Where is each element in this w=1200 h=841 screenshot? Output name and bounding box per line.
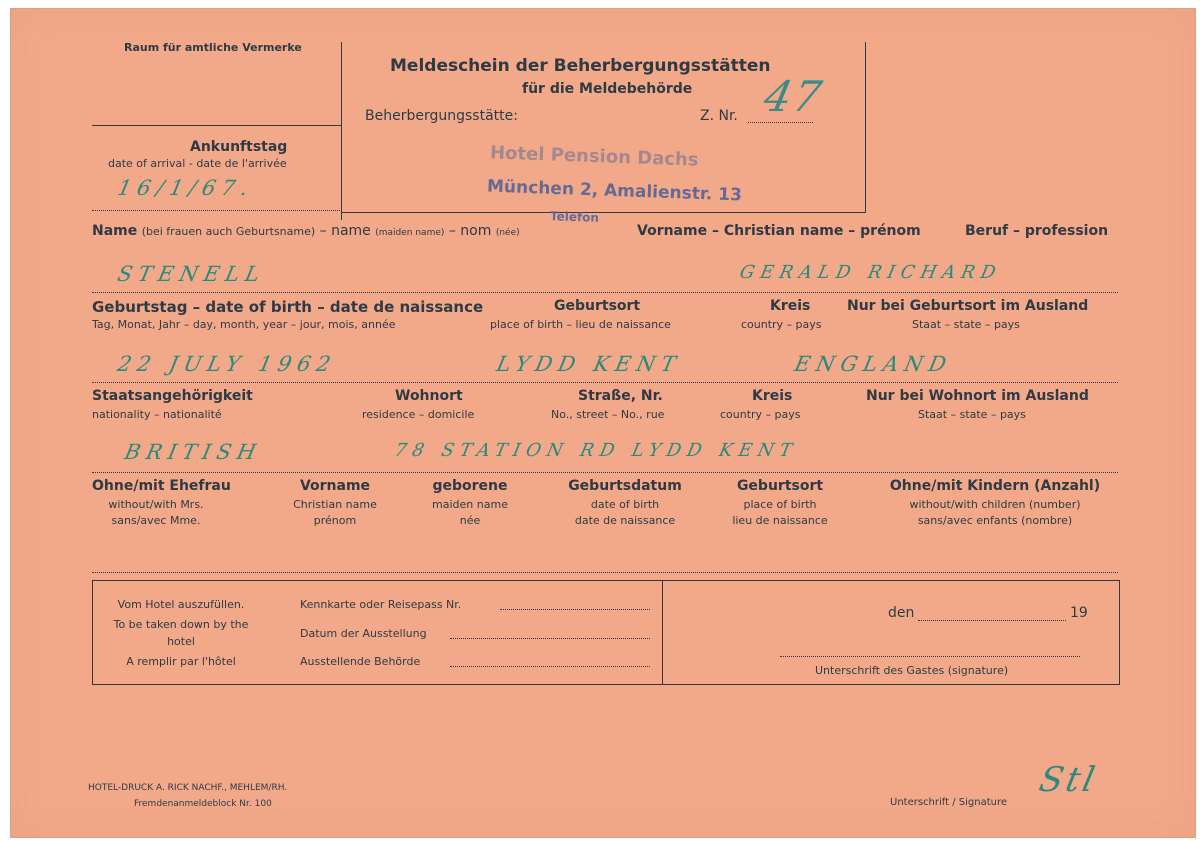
res-abroad-label: Nur bei Wohnort im Ausland xyxy=(866,388,1089,404)
firstname-label: Vorname – Christian name – prénom xyxy=(637,223,921,239)
name-label: Name xyxy=(92,223,138,239)
hotel-stamp-line1: Hotel Pension Dachs xyxy=(489,142,699,171)
name-note: (bei frauen auch Geburtsname) xyxy=(141,225,316,238)
birthplace-label: Geburtsort xyxy=(554,298,641,314)
name-row xyxy=(92,223,520,239)
surname-value: STENELL xyxy=(115,262,268,286)
hotel-stamp-line3: Telefon xyxy=(549,209,600,225)
children-sub2: sans/avec enfants (nombre) xyxy=(917,514,1073,527)
name-en: – name xyxy=(319,223,371,239)
spouse-line xyxy=(92,572,1118,573)
nationality-value: BRITISH xyxy=(122,440,265,464)
hotel-instruction-en2: hotel xyxy=(167,635,195,648)
residence-label: Wohnort xyxy=(395,388,463,404)
spouse-sub2: sans/avec Mme. xyxy=(111,514,201,527)
official-notes-label: Raum für amtliche Vermerke xyxy=(124,41,302,54)
registration-form xyxy=(10,8,1196,838)
divider xyxy=(342,212,866,213)
name-line xyxy=(92,292,1118,293)
passport-label: Kennkarte oder Reisepass Nr. xyxy=(300,598,462,611)
spouse-birthplace-label: Geburtsort xyxy=(736,478,824,494)
spouse-label: Ohne/mit Ehefrau xyxy=(92,478,231,494)
signature-label: Unterschrift / Signature xyxy=(890,797,1008,808)
birth-kreis-label: Kreis xyxy=(770,298,811,314)
address-value: 78 STATION RD LYDD KENT xyxy=(392,440,800,461)
residence-sublabel: residence – domicile xyxy=(362,408,475,421)
spouse-birthdate-sub1: date of birth xyxy=(590,498,660,511)
den-line xyxy=(918,620,1066,621)
res-abroad-sublabel: Staat – state – pays xyxy=(918,408,1026,421)
guest-signature-line xyxy=(780,656,1080,657)
passport-line xyxy=(500,609,650,610)
spouse-birthplace-sub1: place of birth xyxy=(743,498,817,511)
hotel-instruction-de: Vom Hotel auszufüllen. xyxy=(117,598,245,611)
nationality-label: Staatsangehörigkeit xyxy=(92,388,253,404)
hotel-instruction-fr: A remplir par l'hôtel xyxy=(126,655,236,668)
establishment-label: Beherbergungsstätte: xyxy=(365,108,518,124)
spouse-sub1: without/with Mrs. xyxy=(108,498,204,511)
spouse-birthplace-sub2: lieu de naissance xyxy=(732,514,828,527)
birth-abroad-sublabel: Staat – state – pays xyxy=(912,318,1020,331)
birth-kreis-sublabel: country – pays xyxy=(741,318,822,331)
birthdate-sublabel: Tag, Monat, Jahr – day, month, year – jour, mois, année xyxy=(92,318,396,331)
maiden-sub1: maiden name xyxy=(432,498,508,511)
spouse-firstname-sub2: prénom xyxy=(313,514,357,527)
birthplace-value: LYDD KENT xyxy=(494,352,684,376)
birth-abroad-label: Nur bei Geburtsort im Ausland xyxy=(847,298,1089,314)
number-label: Z. Nr. xyxy=(700,108,738,124)
children-label: Ohne/mit Kindern (Anzahl) xyxy=(889,478,1101,494)
maiden-label: geborene xyxy=(432,478,508,494)
arrival-line xyxy=(92,210,342,211)
form-block-label: Fremdenanmeldeblock Nr. 100 xyxy=(134,799,272,809)
nationality-sublabel: nationality – nationalité xyxy=(92,408,222,421)
signature-value: Stl xyxy=(1035,760,1102,800)
number-value: 47 xyxy=(759,72,828,121)
birthplace-sublabel: place of birth – lieu de naissance xyxy=(490,318,671,331)
maiden-sub2: née xyxy=(459,514,481,527)
residence-line xyxy=(92,472,1118,473)
divider xyxy=(341,42,342,220)
form-subtitle: für die Meldebehörde xyxy=(522,81,693,97)
issuing-authority-label: Ausstellende Behörde xyxy=(300,655,421,668)
birth-line xyxy=(92,382,1118,383)
guest-signature-label: Unterschrift des Gastes (signature) xyxy=(815,664,1009,677)
name-en-note: (maiden name) xyxy=(375,228,445,238)
arrival-label: Ankunftstag xyxy=(190,139,288,155)
den-label: den xyxy=(888,605,915,621)
issue-date-label: Datum der Ausstellung xyxy=(300,627,427,640)
printer-label: HOTEL-DRUCK A. RICK NACHF., MEHLEM/RH. xyxy=(88,783,288,793)
street-label: Straße, Nr. xyxy=(578,388,663,404)
profession-label: Beruf – profession xyxy=(965,223,1109,239)
spouse-firstname-label: Vorname xyxy=(299,478,371,494)
spouse-birthdate-label: Geburtsdatum xyxy=(568,478,682,494)
spouse-firstname-sub1: Christian name xyxy=(293,498,377,511)
name-fr: – nom xyxy=(448,223,492,239)
birthdate-label: Geburtstag – date of birth – date de naissance xyxy=(92,298,484,316)
hotel-section-divider xyxy=(662,580,663,684)
street-sublabel: No., street – No., rue xyxy=(551,408,665,421)
hotel-stamp-line2: München 2, Amalienstr. 13 xyxy=(486,176,743,206)
arrival-sublabel: date of arrival - date de l'arrivée xyxy=(108,157,287,170)
divider xyxy=(92,125,342,126)
name-fr-note: (née) xyxy=(495,228,520,238)
form-title: Meldeschein der Beherbergungsstätten xyxy=(390,56,771,76)
res-kreis-sublabel: country – pays xyxy=(720,408,801,421)
issuing-authority-line xyxy=(450,666,650,667)
divider xyxy=(865,42,866,212)
issue-date-line xyxy=(450,638,650,639)
birthdate-value: 22 JULY 1962 xyxy=(115,352,339,376)
arrival-value: 16/1/67. xyxy=(115,176,257,200)
firstname-value: GERALD RICHARD xyxy=(737,262,1004,283)
children-sub1: without/with children (number) xyxy=(909,498,1081,511)
year-label: 19 xyxy=(1070,605,1088,621)
res-kreis-label: Kreis xyxy=(752,388,793,404)
spouse-birthdate-sub2: date de naissance xyxy=(574,514,676,527)
number-line xyxy=(748,122,813,123)
birth-country-value: ENGLAND xyxy=(792,352,955,376)
hotel-instruction-en1: To be taken down by the xyxy=(113,618,249,631)
